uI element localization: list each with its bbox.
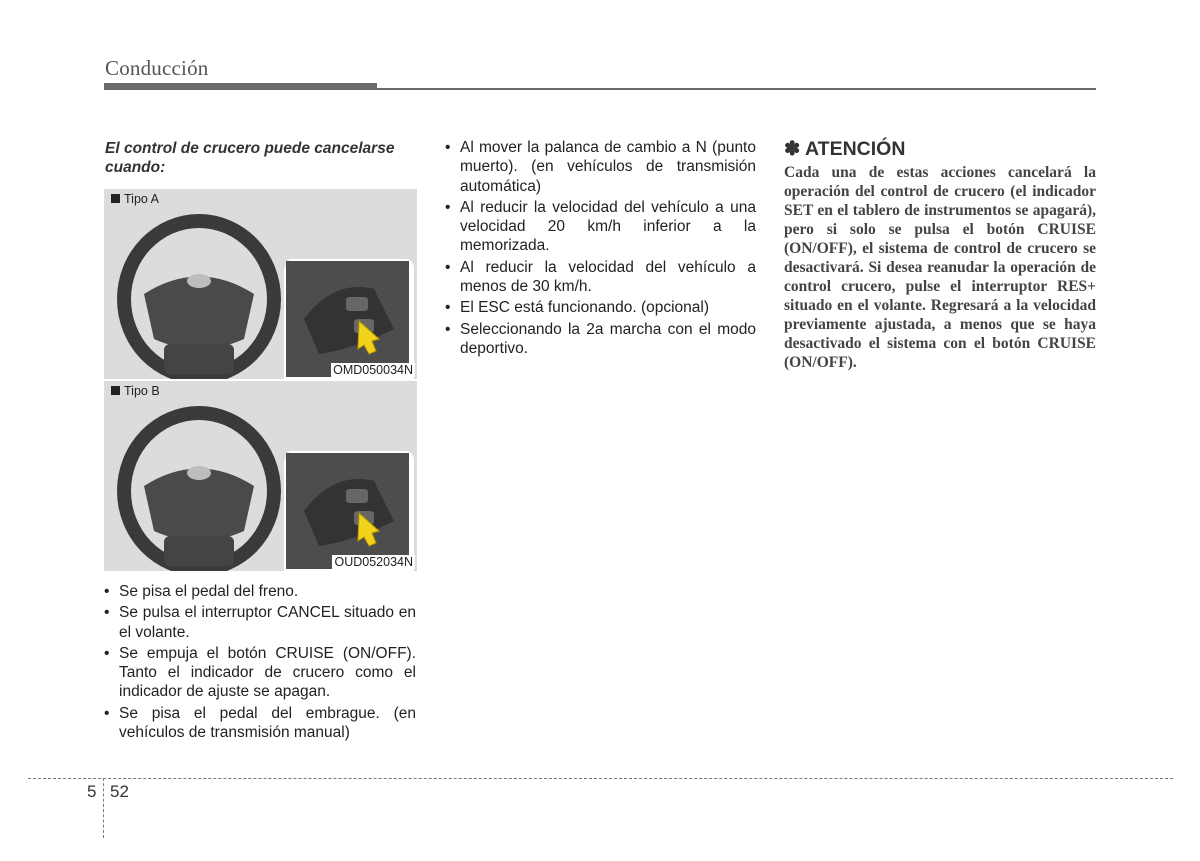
steering-wheel-illustration — [104, 189, 417, 379]
intro-heading: El control de crucero puede cancelarse cuando: — [105, 140, 395, 176]
attention-body: Cada una de estas acciones cancelará la operación del control de crucero (el indicador SET en el tablero de instrumentos se apagará), pero si solo se pulsa el botón CRUISE (ON/OFF), el sistema de control de crucero se desactivará. Si desea reanudar la operación de control crucero, pulse el interruptor RES+ situado en el volante. Regresará a la velocidad previamente ajustada, a menos que se haya desactivado el sistema con el botón CRUISE (ON/OFF). — [784, 164, 1096, 371]
figure-tipo-a — [104, 189, 417, 379]
header-rule — [104, 88, 1096, 90]
list-item: • Se pisa el pedal del embrague. (en vehículos de transmisión manual) — [104, 704, 416, 743]
figure-code: OMD050034N — [333, 363, 413, 377]
list-item: • Al reducir la velocidad del vehículo a menos de 30 km/h. — [445, 258, 756, 297]
page-number: 52 — [110, 782, 129, 801]
figure-code: OUD052034N — [334, 555, 413, 569]
list-item: • Se pulsa el interruptor CANCEL situado en el volante. — [104, 603, 416, 642]
list-item: • Se pisa el pedal del freno. — [104, 582, 416, 601]
figure-tipo-b — [104, 381, 417, 571]
section-title: Conducción — [105, 56, 209, 80]
cancel-conditions-list-continued — [445, 138, 756, 360]
steering-wheel-illustration — [104, 381, 417, 571]
list-item: • Seleccionando la 2a marcha con el modo deportivo. — [445, 320, 756, 359]
cancel-conditions-list — [104, 582, 416, 744]
list-item: • Se empuja el botón CRUISE (ON/OFF). Tanto el indicador de crucero como el indicador de ajuste se apagan. — [104, 644, 416, 702]
chapter-number: 5 — [87, 782, 97, 801]
list-item: • El ESC está funcionando. (opcional) — [445, 298, 756, 317]
list-item: • Al reducir la velocidad del vehículo a una velocidad 20 km/h inferior a la memorizada. — [445, 198, 756, 256]
footer-divider — [103, 778, 104, 838]
attention-heading: ✽ ATENCIÓN — [784, 138, 906, 160]
list-item: • Al mover la palanca de cambio a N (punto muerto). (en vehículos de transmisión automática) — [445, 138, 756, 196]
footer-rule — [28, 778, 1173, 779]
figure-label: Tipo A — [111, 192, 159, 206]
figure-label: Tipo B — [111, 384, 160, 398]
